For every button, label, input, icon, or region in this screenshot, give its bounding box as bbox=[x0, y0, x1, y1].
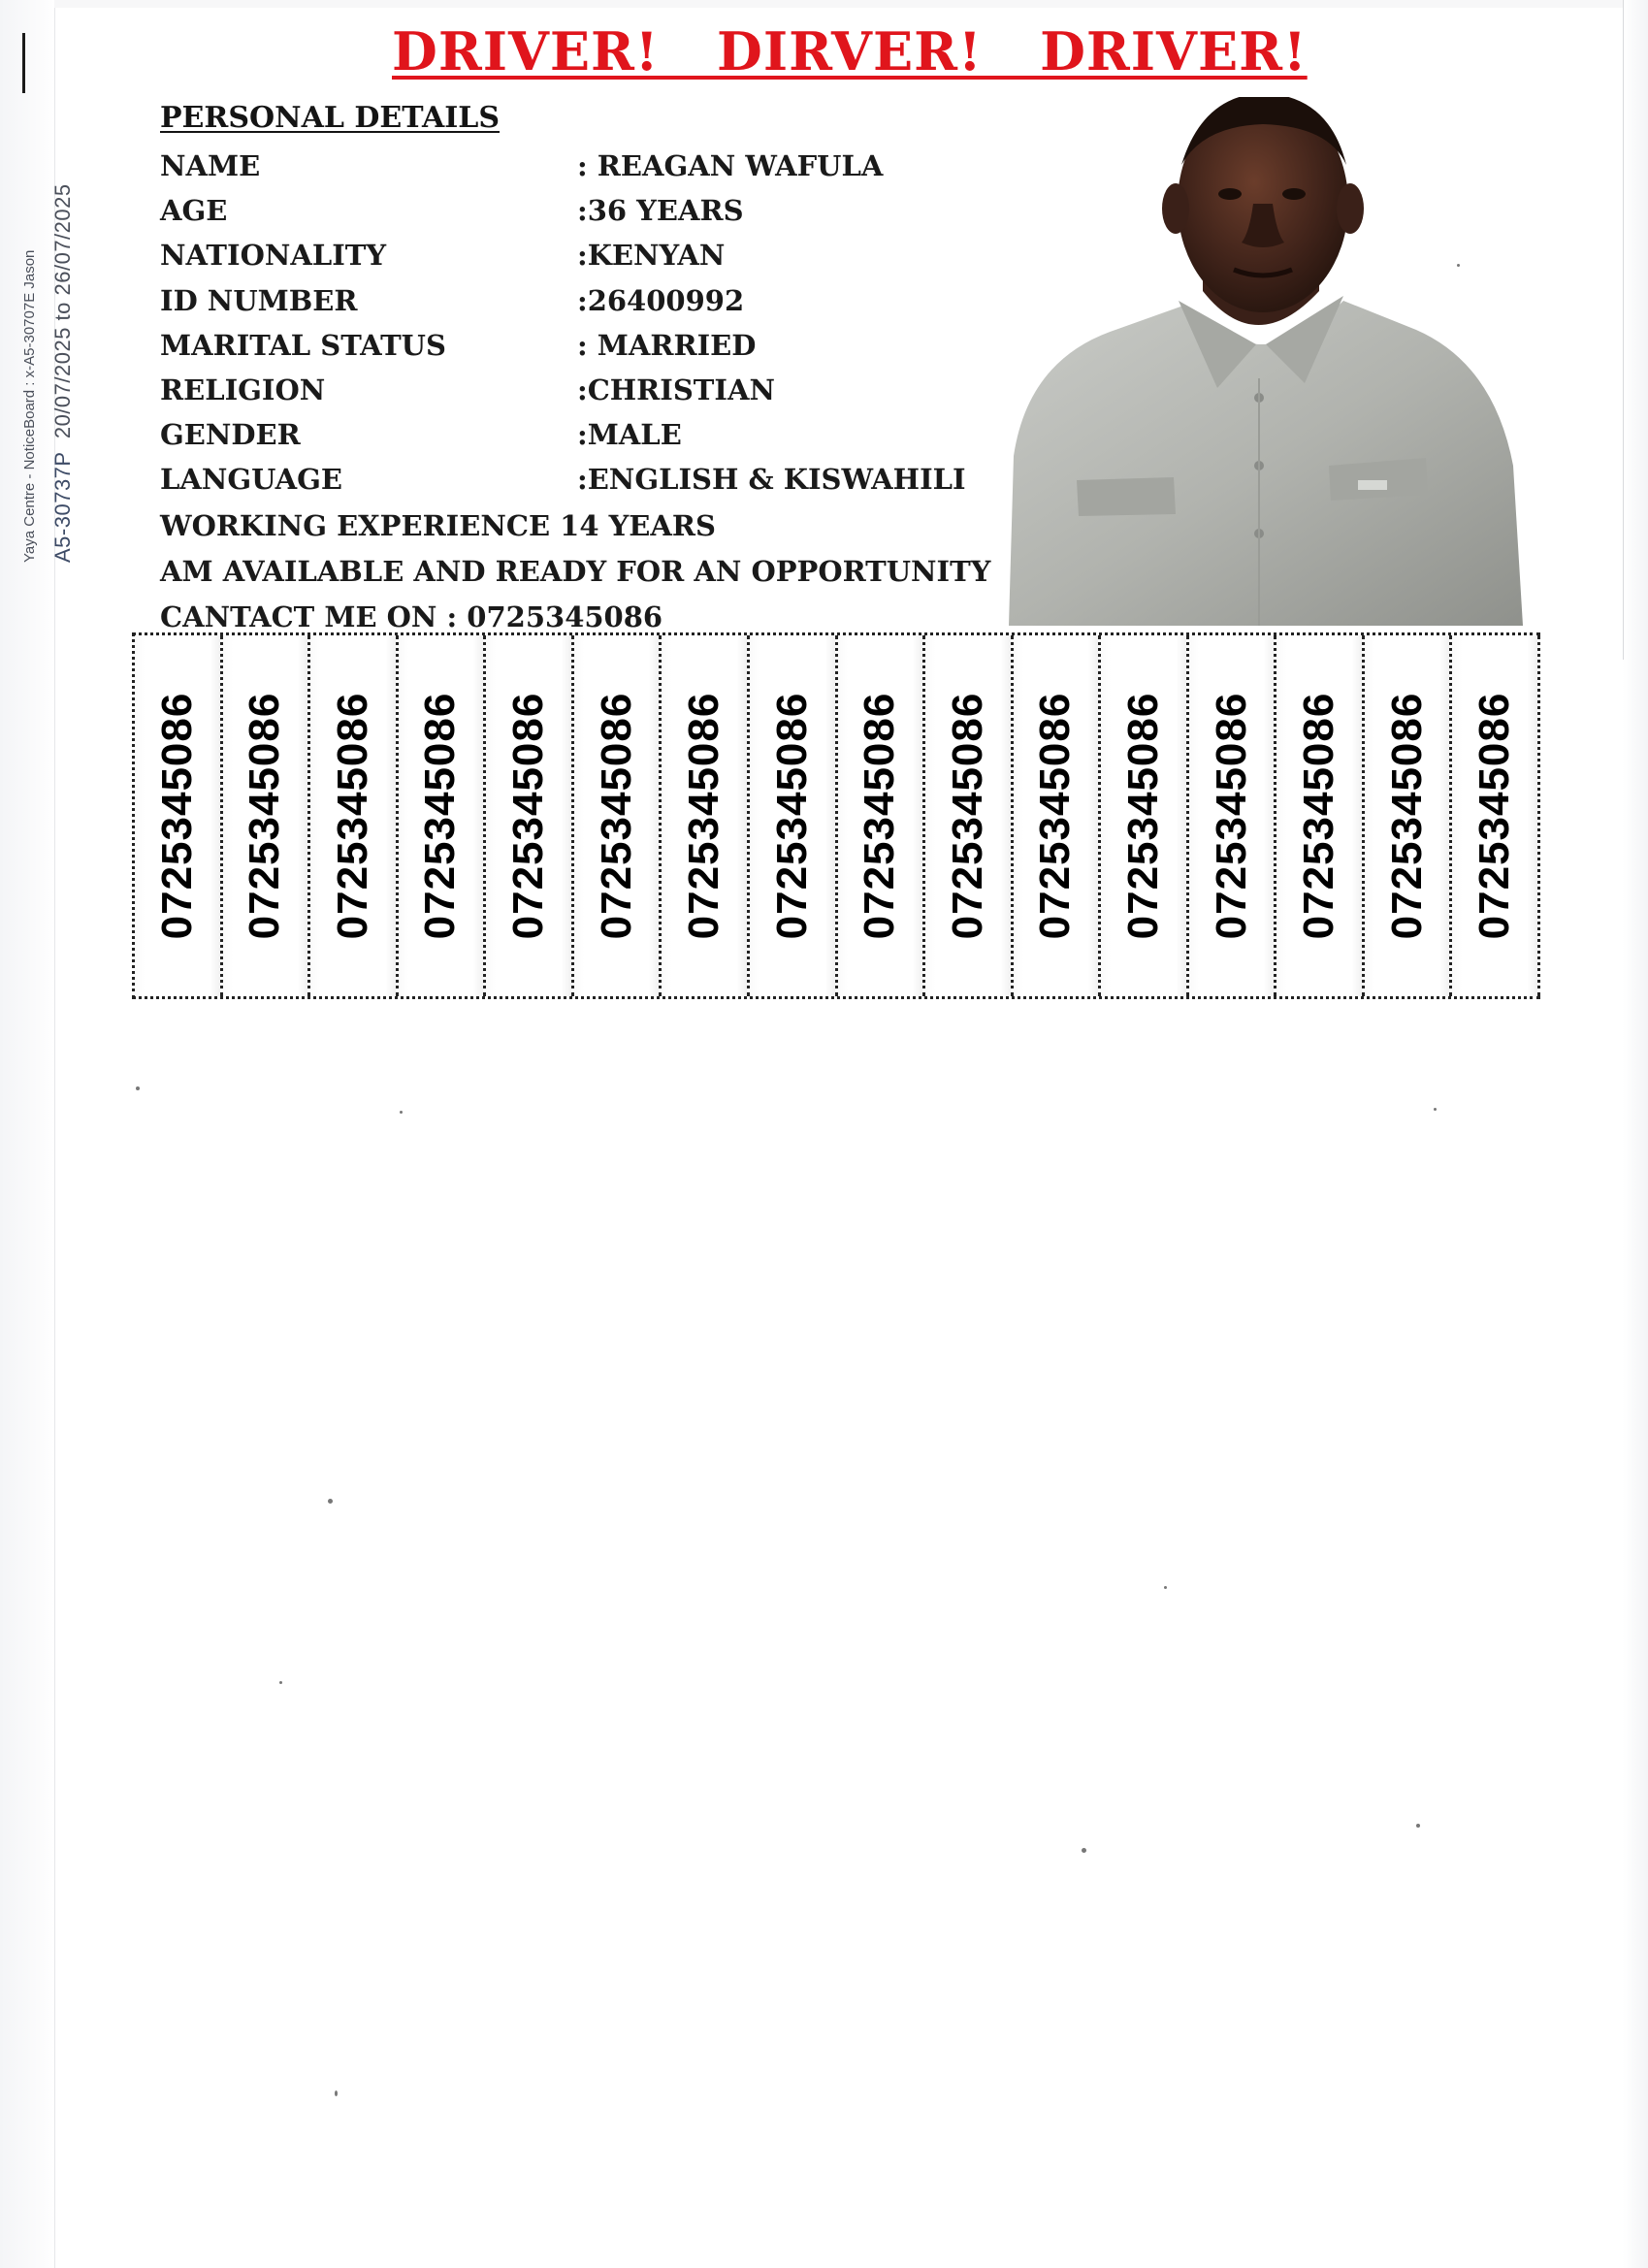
detail-label: MARITAL STATUS bbox=[160, 328, 446, 362]
detail-value: :36 YEARS bbox=[577, 194, 744, 228]
scan-speck bbox=[136, 1086, 140, 1090]
detail-label: GENDER bbox=[160, 418, 301, 452]
tear-tab-phone: 0725345086 bbox=[328, 692, 376, 940]
tear-tab[interactable] bbox=[1452, 635, 1540, 996]
availability-text: AM AVAILABLE AND READY FOR AN OPPORTUNITY bbox=[160, 555, 991, 588]
section-title: PERSONAL DETAILS bbox=[160, 101, 501, 135]
tear-tab-phone: 0725345086 bbox=[943, 692, 991, 940]
detail-value: :26400992 bbox=[577, 283, 745, 317]
scan-speck bbox=[1457, 264, 1460, 267]
tear-tab[interactable] bbox=[1189, 635, 1277, 996]
tear-tab[interactable] bbox=[574, 635, 662, 996]
detail-row-religion bbox=[160, 368, 1033, 412]
tear-tab-phone: 0725345086 bbox=[767, 692, 816, 940]
experience-text: WORKING EXPERIENCE 14 YEARS bbox=[160, 509, 716, 542]
detail-label: RELIGION bbox=[160, 373, 326, 407]
advert-heading: DRIVER! DIRVER! DRIVER! bbox=[392, 20, 1308, 82]
stamp-code: A5-30737P bbox=[50, 451, 75, 563]
tear-tab-phone: 0725345086 bbox=[592, 692, 640, 940]
portrait-photo bbox=[1009, 97, 1523, 626]
detail-value: :CHRISTIAN bbox=[577, 373, 775, 407]
detail-label: ID NUMBER bbox=[160, 283, 358, 317]
detail-value: :MALE bbox=[577, 418, 682, 452]
detail-value: : REAGAN WAFULA bbox=[577, 149, 884, 183]
tear-tab-phone: 0725345086 bbox=[1207, 692, 1255, 940]
contact-text: CANTACT ME ON : 0725345086 bbox=[160, 600, 663, 633]
detail-row-age bbox=[160, 188, 1033, 233]
tear-tab-phone: 0725345086 bbox=[680, 692, 728, 940]
tear-tab-phone: 0725345086 bbox=[856, 692, 904, 940]
stamp-line-2 bbox=[50, 183, 76, 563]
tear-tab-phone: 0725345086 bbox=[1295, 692, 1343, 940]
detail-row-name bbox=[160, 144, 1033, 188]
detail-row-nationality bbox=[160, 233, 1033, 277]
scan-speck bbox=[1164, 1586, 1167, 1589]
scan-speck bbox=[1416, 1824, 1420, 1828]
detail-label: NAME bbox=[160, 149, 261, 183]
scan-speck bbox=[1082, 1848, 1086, 1853]
tear-tab[interactable] bbox=[1365, 635, 1453, 996]
tear-tab[interactable] bbox=[838, 635, 926, 996]
tear-tab-phone: 0725345086 bbox=[152, 692, 201, 940]
tear-tab[interactable] bbox=[1014, 635, 1102, 996]
detail-row-gender bbox=[160, 412, 1033, 457]
tear-tab-phone: 0725345086 bbox=[241, 692, 289, 940]
detail-label: LANGUAGE bbox=[160, 463, 342, 497]
tear-tab[interactable] bbox=[1101, 635, 1189, 996]
tear-tab[interactable] bbox=[310, 635, 399, 996]
tear-off-strip bbox=[132, 632, 1540, 999]
stamp-dates: 20/07/2025 to 26/07/2025 bbox=[50, 183, 75, 439]
tear-tab[interactable] bbox=[925, 635, 1014, 996]
detail-value: : MARRIED bbox=[577, 328, 757, 362]
tear-tab[interactable] bbox=[486, 635, 574, 996]
detail-value: :ENGLISH & KISWAHILI bbox=[577, 463, 966, 497]
scan-speck bbox=[328, 1499, 333, 1504]
detail-label: NATIONALITY bbox=[160, 239, 387, 273]
details-list bbox=[160, 144, 1033, 502]
tear-tab-phone: 0725345086 bbox=[504, 692, 553, 940]
scan-speck bbox=[400, 1111, 403, 1114]
tear-tab-phone: 0725345086 bbox=[1470, 692, 1519, 940]
tear-tab[interactable] bbox=[1276, 635, 1365, 996]
tear-tab-phone: 0725345086 bbox=[1118, 692, 1167, 940]
detail-row-id-number bbox=[160, 278, 1033, 323]
tear-tab-phone: 0725345086 bbox=[1031, 692, 1080, 940]
tear-tab[interactable] bbox=[750, 635, 838, 996]
noticeboard-stamp bbox=[0, 0, 75, 563]
tear-tab[interactable] bbox=[135, 635, 223, 996]
tear-tab-phone: 0725345086 bbox=[1382, 692, 1431, 940]
tear-tab[interactable] bbox=[399, 635, 487, 996]
tear-tab[interactable] bbox=[223, 635, 311, 996]
portrait-icon bbox=[1009, 97, 1523, 626]
tear-tab-phone: 0725345086 bbox=[416, 692, 465, 940]
scan-top-edge bbox=[54, 0, 1648, 8]
detail-value: :KENYAN bbox=[577, 239, 726, 273]
scan-speck bbox=[279, 1681, 282, 1684]
scan-right-edge bbox=[1623, 0, 1648, 2268]
detail-row-marital-status bbox=[160, 323, 1033, 368]
tear-tab[interactable] bbox=[662, 635, 750, 996]
stamp-line-1: Yaya Centre - NoticeBoard : x-A5-30707E Jason bbox=[21, 249, 38, 563]
detail-row-language bbox=[160, 457, 1033, 502]
detail-label: AGE bbox=[160, 194, 228, 228]
scan-speck bbox=[1434, 1108, 1437, 1111]
notes-block bbox=[160, 503, 1033, 640]
scan-speck bbox=[335, 2090, 338, 2096]
